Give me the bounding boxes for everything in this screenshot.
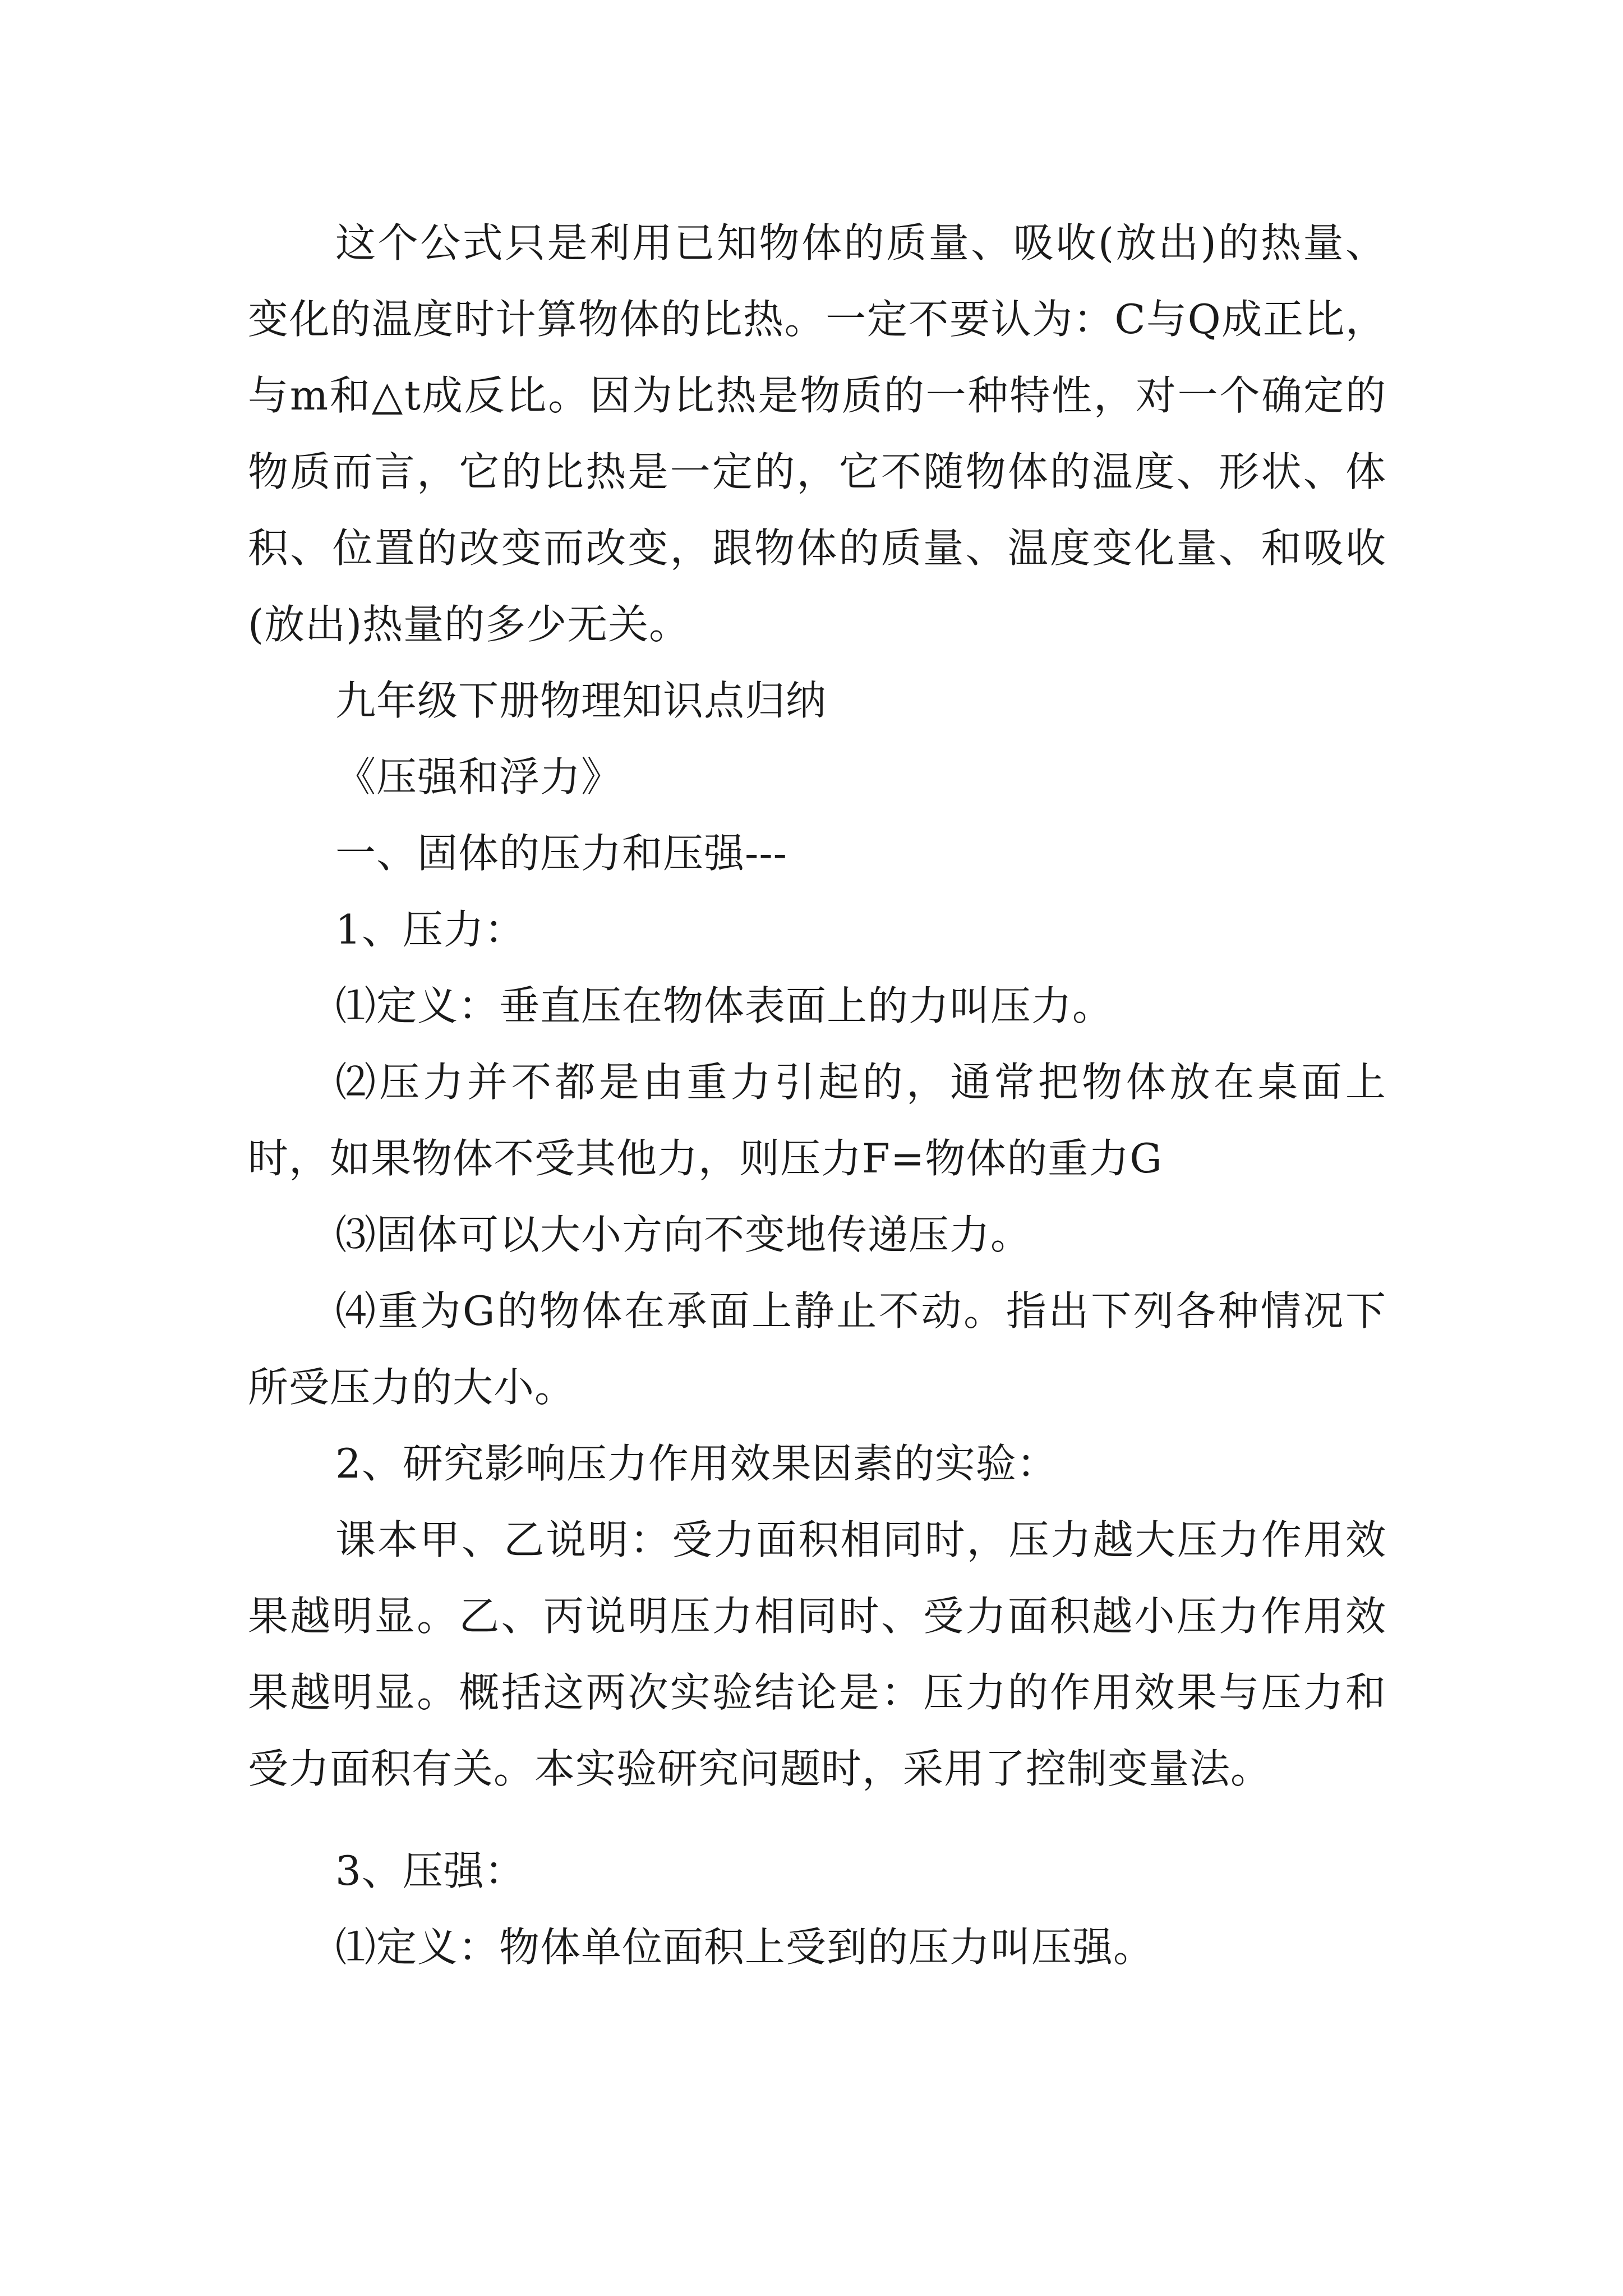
paragraph-experiment-conclusion: 课本甲、乙说明：受力面积相同时，压力越大压力作用效果越明显。乙、丙说明压力相同时、受力面积越小压力作用效果越明显。概括这两次实验结论是：压力的作用效果与压力和受力面积有关。本实验研究问题时，采用了控制变量法。	[248, 1516, 1386, 1792]
item-solid-transmit: ⑶固体可以大小方向不变地传递压力。	[335, 1211, 1032, 1258]
item-pressure-gravity: ⑵压力并不都是由重力引起的，通常把物体放在桌面上时，如果物体不受其他力，则压力F=物体的重力G	[248, 1059, 1386, 1182]
heading-experiment: 2、研究影响压力作用效果因素的实验：	[335, 1440, 1058, 1487]
paragraph-specific-heat-note: 这个公式只是利用已知物体的质量、吸收(放出)的热量、变化的温度时计算物体的比热。一定不要认为：C与Q成正比，与m和△t成反比。因为比热是物质的一种特性，对一个确定的物质而言，它的比热是一定的，它不随物体的温度、形状、体积、位置的改变而改变，跟物体的质量、温度变化量、和吸收(放出)热量的多少无关。	[248, 219, 1386, 648]
heading-solid-pressure: 一、固体的压力和压强---	[335, 830, 787, 877]
document-body	[248, 205, 1386, 1985]
chapter-title: 《压强和浮力》	[335, 753, 623, 800]
section-title-grade9: 九年级下册物理知识点归纳	[335, 677, 827, 724]
heading-pressure-force: 1、压力：	[335, 906, 525, 953]
paragraph-spacer	[248, 1807, 1386, 1833]
item-definition: ⑴定义：垂直压在物体表面上的力叫压力。	[335, 982, 1114, 1029]
item-static-object: ⑷重为G的物体在承面上静止不动。指出下列各种情况下所受压力的大小。	[248, 1287, 1386, 1411]
heading-pressure: 3、压强：	[335, 1847, 525, 1894]
item-pressure-definition: ⑴定义：物体单位面积上受到的压力叫压强。	[335, 1924, 1155, 1971]
